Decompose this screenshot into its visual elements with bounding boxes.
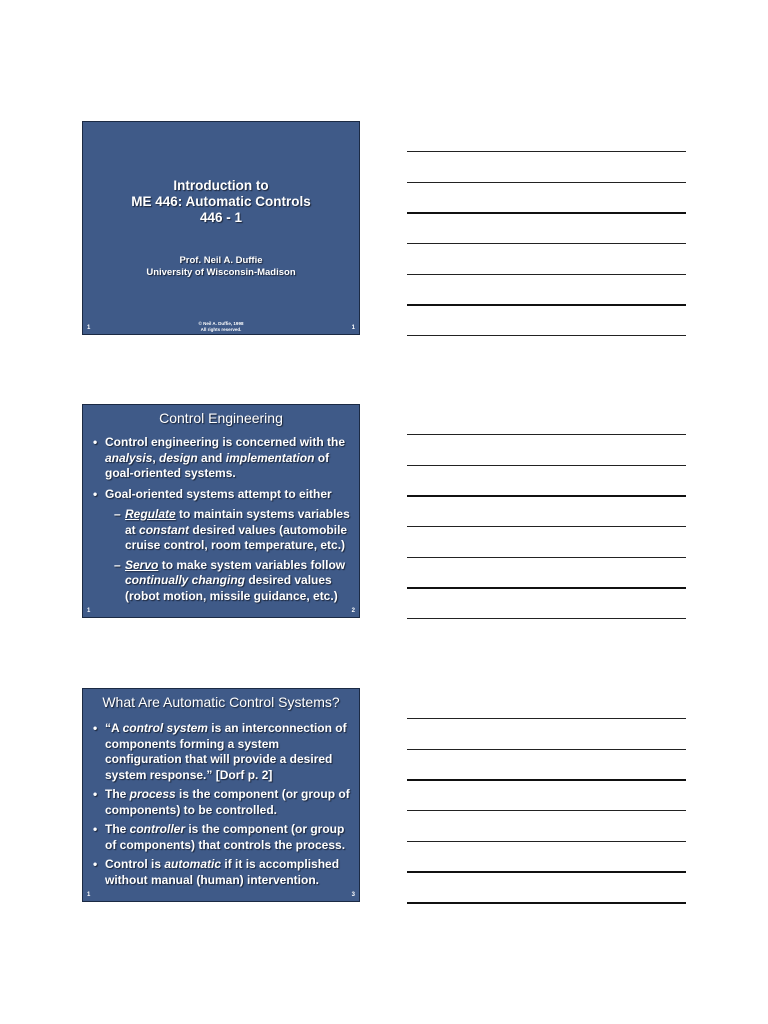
note-line — [407, 587, 686, 589]
bullet-marker: • — [93, 486, 98, 501]
slide-2-bullet-2 — [91, 487, 353, 503]
emphasis-constant: constant — [139, 522, 190, 537]
emphasis-controller: controller — [129, 822, 186, 836]
note-line — [407, 718, 686, 719]
text-run: The — [105, 787, 130, 801]
sub-bullet-marker: – — [114, 557, 121, 572]
title-line-1: Introduction to — [173, 178, 269, 193]
emphasis-automatic: automatic — [164, 857, 222, 871]
slide-1-author — [83, 255, 359, 279]
bullet-marker: • — [93, 435, 98, 449]
slide-2-number-left: 1 — [87, 608, 91, 614]
note-line — [407, 841, 686, 842]
note-line — [407, 465, 686, 466]
author-affiliation: University of Wisconsin-Madison — [146, 267, 296, 278]
note-line — [407, 212, 686, 214]
slide-3-number-left: 1 — [87, 892, 91, 898]
slide-3-bullet-4 — [91, 857, 353, 888]
note-line — [407, 618, 686, 619]
slide-3-bullet-1 — [91, 721, 353, 783]
slide-1-number-right: 1 — [351, 325, 355, 331]
text-run: “A — [105, 721, 123, 735]
emphasis-continually-changing: continually changing — [125, 573, 246, 587]
note-line — [407, 902, 686, 904]
note-line — [407, 779, 686, 781]
sub-bullet-marker: – — [114, 507, 121, 521]
bullet-marker: • — [93, 721, 98, 735]
bullet-marker: • — [93, 787, 98, 801]
text-run: and — [197, 450, 226, 465]
emphasis-process: process — [129, 787, 176, 801]
bullet-marker: • — [93, 857, 98, 871]
text-run: if it is accomplished without manual (human) intervention. — [105, 857, 340, 887]
text-run: desired values (automobile cruise control, room temperature, etc.) — [125, 522, 348, 552]
note-line — [407, 526, 686, 527]
emphasis-analysis: analysis — [105, 450, 153, 465]
slide-1-copyright — [83, 321, 359, 333]
slide-2-control-engineering — [82, 404, 360, 618]
text-run: to maintain systems variables at — [125, 507, 350, 537]
text-run: is the component (or group of components) to be controlled. — [105, 787, 350, 817]
text-run: to make system variables follow — [158, 557, 346, 572]
text-run: The — [105, 822, 130, 836]
title-line-3: 446 - 1 — [199, 210, 243, 225]
slide-3-bullet-2 — [91, 787, 353, 818]
emphasis-design: design — [159, 450, 198, 465]
slide-2-bullet-list — [91, 435, 353, 608]
slide-3-heading: What Are Automatic Control Systems? — [102, 694, 340, 710]
note-line — [407, 151, 686, 152]
text-run: Goal-oriented systems attempt to either — [105, 486, 332, 501]
copyright-line-1: © Neil A. Duffie, 1998 — [198, 321, 244, 326]
note-line — [407, 434, 686, 435]
text-run: , — [152, 450, 160, 465]
note-line — [407, 810, 686, 811]
slide-3-bullet-3 — [91, 822, 353, 853]
emphasis-regulate: Regulate — [125, 507, 176, 521]
text-run: of goal-oriented systems. — [105, 450, 330, 480]
title-line-2: ME 446: Automatic Controls — [131, 194, 311, 209]
note-line — [407, 304, 686, 306]
author-name: Prof. Neil A. Duffie — [179, 255, 263, 266]
slide-1-title — [82, 121, 360, 335]
note-line — [407, 495, 686, 497]
emphasis-implementation: implementation — [225, 450, 315, 465]
note-line — [407, 335, 686, 336]
text-run: desired values (robot motion, missile guidance, etc.) — [125, 573, 338, 603]
copyright-line-2: All rights reserved. — [200, 327, 242, 332]
emphasis-control-system: control system — [122, 721, 208, 735]
note-line — [407, 182, 686, 183]
note-line — [407, 557, 686, 558]
note-line — [407, 243, 686, 244]
text-run: is an interconnection of components forming a system configuration that will provide a desired system response.” [Dorf p. 2] — [105, 721, 347, 782]
slide-3-number-right: 3 — [351, 892, 355, 898]
slide-1-title-text — [83, 178, 359, 226]
slide-2-heading: Control Engineering — [159, 410, 283, 426]
slide-2-sub-bullet-servo — [91, 558, 353, 605]
slide-3-automatic-control-systems — [82, 688, 360, 902]
note-line — [407, 749, 686, 750]
slide-2-bullet-1 — [91, 435, 353, 482]
text-run: Control is — [105, 857, 165, 871]
slide-3-bullet-list — [91, 721, 353, 892]
text-run: is the component (or group of components) that controls the process. — [105, 822, 346, 852]
note-line — [407, 871, 686, 873]
slide-1-number-left: 1 — [87, 325, 91, 331]
emphasis-servo: Servo — [125, 557, 159, 572]
slide-2-sub-bullet-regulate — [91, 507, 353, 554]
slide-2-number-right: 2 — [351, 608, 355, 614]
note-line — [407, 274, 686, 275]
bullet-marker: • — [93, 822, 98, 836]
text-run: Control engineering is concerned with the — [105, 435, 346, 449]
